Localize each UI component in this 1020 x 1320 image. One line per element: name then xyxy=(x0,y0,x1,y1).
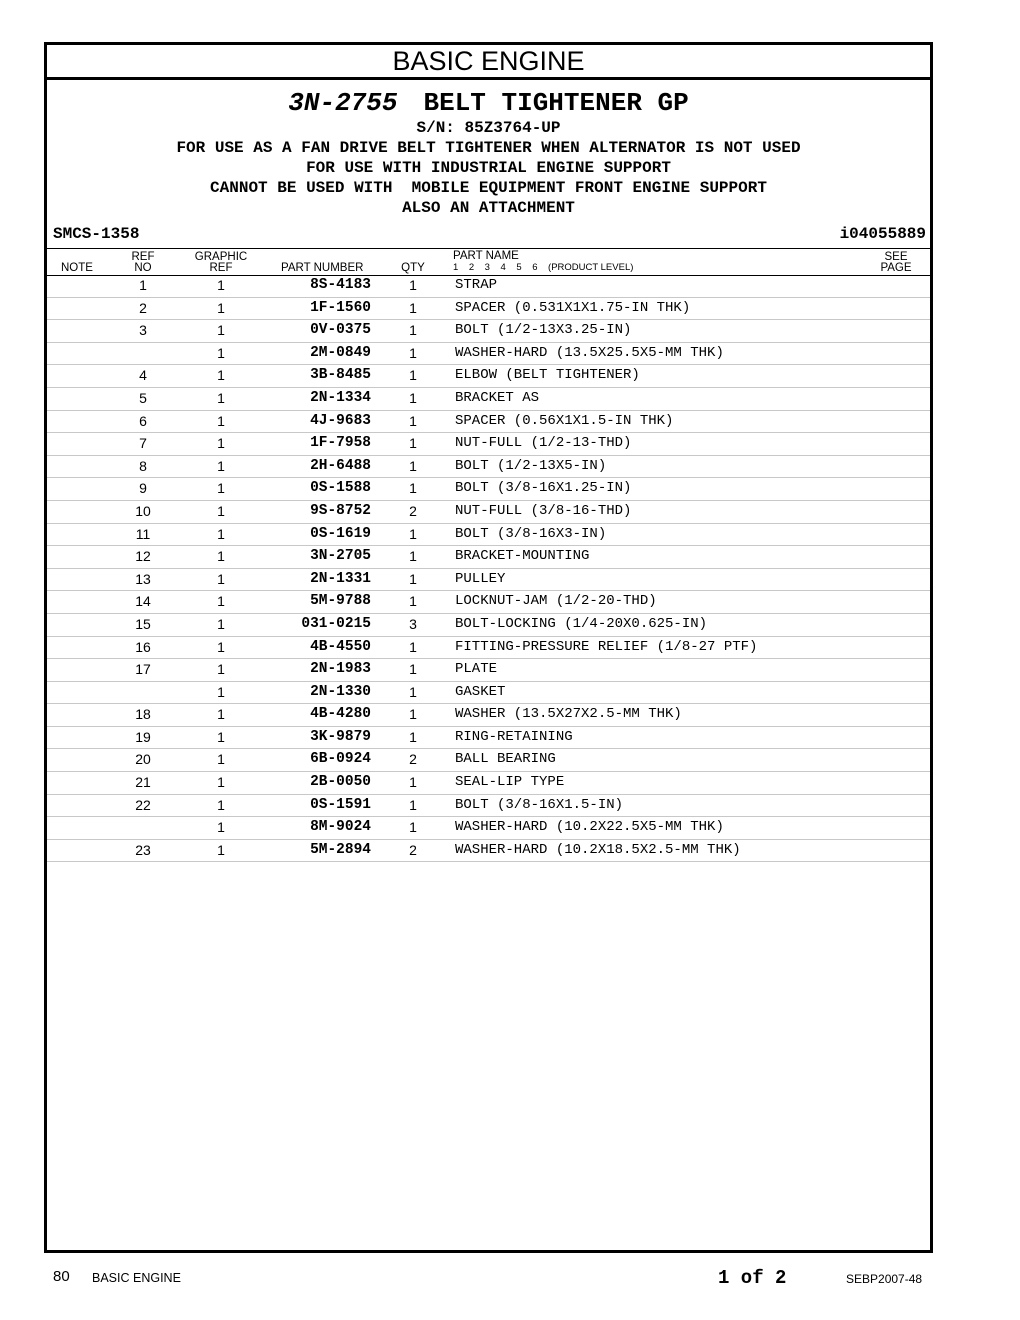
quantity: 1 xyxy=(409,570,417,587)
part-number: 0V-0375 xyxy=(310,322,371,339)
part-number: 1F-7958 xyxy=(310,435,371,452)
part-name: STRAP xyxy=(455,277,498,293)
part-name: BRACKET-MOUNTING xyxy=(455,548,590,565)
ref-no: 7 xyxy=(139,435,147,452)
footer-section: BASIC ENGINE xyxy=(92,1271,181,1285)
part-name: BOLT (3/8-16X1.25-IN) xyxy=(455,480,632,497)
ref-no: 6 xyxy=(139,412,147,429)
part-number: 4J-9683 xyxy=(310,412,371,429)
table-row xyxy=(47,749,930,772)
quantity: 1 xyxy=(409,412,417,429)
quantity: 2 xyxy=(409,841,417,858)
table-row xyxy=(47,614,930,637)
quantity: 1 xyxy=(409,277,417,293)
quantity: 1 xyxy=(409,525,417,542)
ref-no: 15 xyxy=(135,615,151,632)
ref-no: 12 xyxy=(135,548,151,565)
part-name: PULLEY xyxy=(455,570,506,587)
part-number: 4B-4280 xyxy=(310,706,371,723)
col-see-top: SEE xyxy=(884,251,908,263)
graphic-ref: 1 xyxy=(217,728,225,745)
part-name: WASHER-HARD (13.5X25.5X5-MM THK) xyxy=(455,344,724,361)
table-row xyxy=(47,298,930,321)
part-number: 3B-8485 xyxy=(310,367,371,384)
quantity: 1 xyxy=(409,457,417,474)
part-number: 2M-0849 xyxy=(310,344,371,361)
part-name: WASHER-HARD (10.2X22.5X5-MM THK) xyxy=(455,819,724,836)
table-row xyxy=(47,546,930,569)
part-number: 8M-9024 xyxy=(310,819,371,836)
part-name: BOLT-LOCKING (1/4-20X0.625-IN) xyxy=(455,615,708,632)
table-row xyxy=(47,772,930,795)
part-number: 0S-1588 xyxy=(310,480,371,497)
col-graphic-bottom: REF xyxy=(209,262,233,274)
group-title xyxy=(47,88,930,118)
part-name: SPACER (0.531X1X1.75-IN THK) xyxy=(455,299,691,316)
part-number: 6B-0924 xyxy=(310,751,371,768)
col-see-bottom: PAGE xyxy=(880,262,912,274)
ref-no: 5 xyxy=(139,389,147,406)
table-row xyxy=(47,840,930,863)
part-name: SPACER (0.56X1X1.5-IN THK) xyxy=(455,412,674,429)
part-number: 1F-1560 xyxy=(310,299,371,316)
part-name: SEAL-LIP TYPE xyxy=(455,774,565,791)
graphic-ref: 1 xyxy=(217,412,225,429)
quantity: 1 xyxy=(409,435,417,452)
ref-no: 9 xyxy=(139,480,147,497)
part-number: 2N-1330 xyxy=(310,683,371,700)
table-row xyxy=(47,411,930,434)
serial-number: S/N: 85Z3764-UP xyxy=(416,119,561,137)
quantity: 1 xyxy=(409,389,417,406)
table-row xyxy=(47,727,930,750)
section-title: BASIC ENGINE xyxy=(47,45,930,80)
part-name: BOLT (3/8-16X3-IN) xyxy=(455,525,607,542)
part-number: 4B-4550 xyxy=(310,638,371,655)
ref-no: 2 xyxy=(139,299,147,316)
part-name: WASHER-HARD (10.2X18.5X2.5-MM THK) xyxy=(455,841,741,858)
quantity: 1 xyxy=(409,706,417,723)
graphic-ref: 1 xyxy=(217,638,225,655)
part-name: BALL BEARING xyxy=(455,751,556,768)
quantity: 3 xyxy=(409,615,417,632)
col-graphic-top: GRAPHIC xyxy=(194,251,248,263)
page-footer xyxy=(0,1266,1020,1290)
ref-no: 8 xyxy=(139,457,147,474)
part-number: 0S-1619 xyxy=(310,525,371,542)
ref-no: 23 xyxy=(135,841,151,858)
quantity: 1 xyxy=(409,322,417,339)
table-row xyxy=(47,817,930,840)
page-frame xyxy=(44,42,933,1253)
part-number: 0S-1591 xyxy=(310,796,371,813)
table-row xyxy=(47,388,930,411)
usage-note: FOR USE AS A FAN DRIVE BELT TIGHTENER WHEN ALTERNATOR IS NOT USED xyxy=(176,139,801,157)
quantity: 1 xyxy=(409,683,417,700)
table-row xyxy=(47,433,930,456)
part-number: 2B-0050 xyxy=(310,774,371,791)
illustration-id: i04055889 xyxy=(839,225,926,243)
footer-page-of: 1 of 2 xyxy=(718,1267,787,1289)
graphic-ref: 1 xyxy=(217,502,225,519)
graphic-ref: 1 xyxy=(217,480,225,497)
part-number: 8S-4183 xyxy=(310,277,371,293)
part-name: GASKET xyxy=(455,683,506,700)
part-number: 9S-8752 xyxy=(310,502,371,519)
part-name: LOCKNUT-JAM (1/2-20-THD) xyxy=(455,593,657,610)
quantity: 2 xyxy=(409,502,417,519)
graphic-ref: 1 xyxy=(217,751,225,768)
group-name: BELT TIGHTENER GP xyxy=(423,88,689,118)
col-ref-top: REF xyxy=(131,251,155,263)
table-row xyxy=(47,343,930,366)
part-name: BOLT (3/8-16X1.5-IN) xyxy=(455,796,624,813)
col-product-level: 1 2 3 4 5 6 (PRODUCT LEVEL) xyxy=(453,262,634,273)
part-number: 2N-1983 xyxy=(310,661,371,678)
ref-no: 18 xyxy=(135,706,151,723)
usage-note: CANNOT BE USED WITH MOBILE EQUIPMENT FRONT ENGINE SUPPORT xyxy=(210,179,767,197)
graphic-ref: 1 xyxy=(217,435,225,452)
graphic-ref: 1 xyxy=(217,277,225,293)
usage-note: ALSO AN ATTACHMENT xyxy=(402,199,575,217)
quantity: 1 xyxy=(409,774,417,791)
group-heading xyxy=(47,88,930,218)
footer-page-number: 80 xyxy=(53,1268,70,1285)
table-row xyxy=(47,569,930,592)
ref-no: 14 xyxy=(135,593,151,610)
col-note: NOTE xyxy=(61,262,93,274)
table-row xyxy=(47,275,930,298)
footer-document-id: SEBP2007-48 xyxy=(846,1272,923,1286)
graphic-ref: 1 xyxy=(217,299,225,316)
graphic-ref: 1 xyxy=(217,615,225,632)
part-name: WASHER (13.5X27X2.5-MM THK) xyxy=(455,706,682,723)
graphic-ref: 1 xyxy=(217,322,225,339)
part-number: 5M-9788 xyxy=(310,593,371,610)
col-qty: QTY xyxy=(401,262,425,274)
part-number: 3N-2705 xyxy=(310,548,371,565)
part-number: 2N-1331 xyxy=(310,570,371,587)
group-part-number: 3N-2755 xyxy=(288,88,398,118)
ref-no: 11 xyxy=(135,525,151,542)
part-name: BRACKET AS xyxy=(455,389,540,406)
quantity: 1 xyxy=(409,548,417,565)
part-name: FITTING-PRESSURE RELIEF (1/8-27 PTF) xyxy=(455,638,758,655)
quantity: 1 xyxy=(409,638,417,655)
ref-no: 17 xyxy=(135,661,151,678)
ref-no: 1 xyxy=(139,277,147,293)
ref-no: 13 xyxy=(135,570,151,587)
quantity: 1 xyxy=(409,480,417,497)
ref-no: 22 xyxy=(135,796,151,813)
graphic-ref: 1 xyxy=(217,389,225,406)
graphic-ref: 1 xyxy=(217,344,225,361)
part-number: 031-0215 xyxy=(301,615,371,632)
parts-table xyxy=(47,275,930,862)
quantity: 1 xyxy=(409,728,417,745)
graphic-ref: 1 xyxy=(217,570,225,587)
table-row xyxy=(47,501,930,524)
table-row xyxy=(47,524,930,547)
col-part-number: PART NUMBER xyxy=(281,262,364,274)
graphic-ref: 1 xyxy=(217,457,225,474)
smcs-row xyxy=(53,225,926,247)
column-header xyxy=(47,248,930,276)
quantity: 1 xyxy=(409,299,417,316)
graphic-ref: 1 xyxy=(217,683,225,700)
graphic-ref: 1 xyxy=(217,593,225,610)
part-number: 2H-6488 xyxy=(310,457,371,474)
part-name: BOLT (1/2-13X3.25-IN) xyxy=(455,322,632,339)
quantity: 1 xyxy=(409,796,417,813)
usage-note: FOR USE WITH INDUSTRIAL ENGINE SUPPORT xyxy=(306,159,671,177)
part-name: NUT-FULL (1/2-13-THD) xyxy=(455,435,632,452)
graphic-ref: 1 xyxy=(217,661,225,678)
quantity: 2 xyxy=(409,751,417,768)
part-name: NUT-FULL (3/8-16-THD) xyxy=(455,502,632,519)
graphic-ref: 1 xyxy=(217,525,225,542)
table-row xyxy=(47,365,930,388)
table-row xyxy=(47,659,930,682)
graphic-ref: 1 xyxy=(217,796,225,813)
part-name: ELBOW (BELT TIGHTENER) xyxy=(455,367,640,384)
part-number: 5M-2894 xyxy=(310,841,371,858)
part-name: BOLT (1/2-13X5-IN) xyxy=(455,457,607,474)
table-row xyxy=(47,795,930,818)
part-number: 2N-1334 xyxy=(310,389,371,406)
table-row xyxy=(47,320,930,343)
part-name: RING-RETAINING xyxy=(455,728,573,745)
graphic-ref: 1 xyxy=(217,367,225,384)
col-ref-bottom: NO xyxy=(134,262,152,274)
table-row xyxy=(47,637,930,660)
table-row xyxy=(47,704,930,727)
ref-no: 19 xyxy=(135,728,151,745)
ref-no: 3 xyxy=(139,322,147,339)
quantity: 1 xyxy=(409,367,417,384)
part-number: 3K-9879 xyxy=(310,728,371,745)
table-row xyxy=(47,591,930,614)
quantity: 1 xyxy=(409,819,417,836)
graphic-ref: 1 xyxy=(217,548,225,565)
graphic-ref: 1 xyxy=(217,819,225,836)
table-row xyxy=(47,478,930,501)
quantity: 1 xyxy=(409,661,417,678)
col-part-name: PART NAME xyxy=(453,250,519,262)
table-row xyxy=(47,682,930,705)
quantity: 1 xyxy=(409,344,417,361)
ref-no: 4 xyxy=(139,367,147,384)
part-name: PLATE xyxy=(455,661,498,678)
ref-no: 16 xyxy=(135,638,151,655)
graphic-ref: 1 xyxy=(217,706,225,723)
smcs-code: SMCS-1358 xyxy=(53,225,140,243)
ref-no: 20 xyxy=(135,751,151,768)
graphic-ref: 1 xyxy=(217,841,225,858)
graphic-ref: 1 xyxy=(217,774,225,791)
table-row xyxy=(47,456,930,479)
ref-no: 21 xyxy=(135,774,151,791)
ref-no: 10 xyxy=(135,502,151,519)
quantity: 1 xyxy=(409,593,417,610)
